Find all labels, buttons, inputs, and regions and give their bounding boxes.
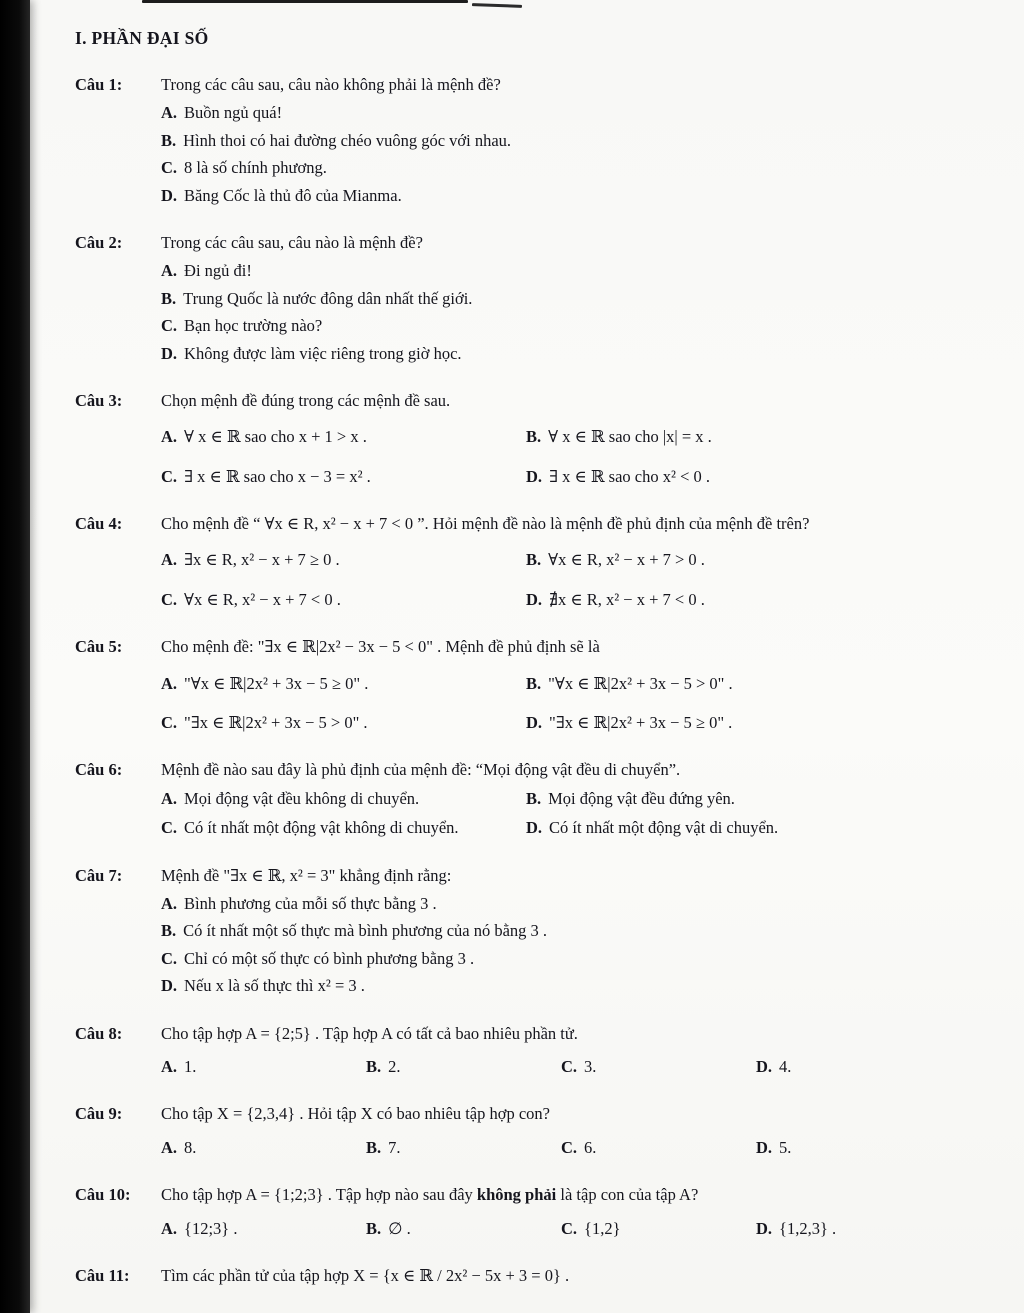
option-letter: C. [161,948,178,968]
option-b [161,286,998,312]
options [161,1054,998,1080]
option-letter: B. [161,921,177,941]
option-d [526,815,998,841]
question-text: Trong các câu sau, câu nào không phải là mệnh đề? [161,75,501,94]
option-letter: C. [161,158,178,178]
question-body [161,1021,998,1081]
section-title: I. PHẦN ĐẠI SỐ [75,28,209,48]
option-c [161,155,998,181]
question-text: Cho tập hợp A = {2;5} . Tập hợp A có tất cả bao nhiêu phần tử. [161,1023,578,1043]
question [75,230,998,367]
question-text: Trong các câu sau, câu nào là mệnh đề? [161,232,423,252]
option-letter: D. [161,343,178,363]
option-text: Nếu x là số thực thì x² = 3 . [184,976,365,996]
question-body [161,230,998,367]
option-c [161,710,526,736]
option-text: ∀ x ∈ ℝ sao cho x + 1 > x . [184,427,367,447]
option-d [526,587,998,613]
question-number: Câu 4: [75,514,123,534]
option-letter: C. [161,589,178,609]
option-text: Băng Cốc là thủ đô của Mianma. [184,185,402,205]
question-number: Câu 6: [75,760,123,780]
option-d [161,973,998,999]
option-text: 1. [184,1056,197,1076]
option-b [161,128,998,154]
question [75,757,998,841]
option-text: Đi ngủ đi! [184,261,252,281]
option-text: {1,2,3} . [779,1218,837,1238]
option-text: ∅ . [388,1218,411,1238]
question-text: Chọn mệnh đề đúng trong các mệnh đề sau. [161,390,451,410]
option-d [161,341,998,367]
question-text-bold: không phải [476,1185,557,1205]
option-text: Hình thoi có hai đường chéo vuông góc với nhau. [183,130,512,150]
question-text-part: là tập con của tập A? [556,1185,699,1205]
option-text: ∃ x ∈ ℝ sao cho x² < 0 . [549,466,710,486]
question [75,1182,998,1242]
document-content [30,0,1024,1313]
option-letter: C. [161,316,178,336]
option-letter: A. [161,427,178,447]
option-letter: D. [526,589,543,609]
option-letter: B. [526,550,542,570]
question-body [161,863,998,1000]
option-text: 8 là số chính phương. [184,158,327,178]
option-text: {1,2} [584,1218,621,1238]
option-letter: D. [526,466,543,486]
question-text: Cho mệnh đề: "∃x ∈ ℝ|2x² − 3x − 5 < 0" . Mệnh đề phủ định sẽ là [161,637,600,657]
question-text: Tìm các phần tử của tập hợp X = {x ∈ ℝ / 2x² − 5x + 3 = 0} . [161,1265,570,1285]
option-text: 3. [584,1056,597,1076]
option-text: {12;3} . [184,1218,238,1238]
option-d [526,710,998,736]
option-text: Bạn học trường nào? [184,316,323,336]
question-number: Câu 9: [75,1104,123,1124]
options [161,671,998,737]
option-text: 5. [779,1137,792,1157]
options [161,424,998,490]
questions-list [75,72,998,1289]
option-text: 8. [184,1137,197,1157]
option-letter: C. [161,713,178,733]
option-d [756,1216,998,1242]
option-b [366,1216,561,1242]
option-text: Không được làm việc riêng trong giờ học. [184,343,462,363]
option-text: "∃x ∈ ℝ|2x² + 3x − 5 > 0" . [184,713,368,733]
option-letter: D. [526,713,543,733]
option-letter: B. [366,1137,382,1157]
option-a [161,547,526,573]
option-letter: A. [161,1137,178,1157]
option-text: ∃ x ∈ ℝ sao cho x − 3 = x² . [184,466,371,486]
option-text: Trung Quốc là nước đông dân nhất thế giới. [183,288,473,308]
option-letter: D. [161,185,178,205]
question [75,1021,998,1081]
options [161,100,998,209]
option-text: Bình phương của mỗi số thực bằng 3 . [184,893,437,913]
option-letter: C. [561,1056,578,1076]
option-text: "∀x ∈ ℝ|2x² + 3x − 5 ≥ 0" . [184,673,369,693]
option-c [161,815,526,841]
option-a [161,891,998,917]
option-letter: A. [161,550,178,570]
option-letter: A. [161,673,178,693]
question [75,388,998,490]
option-letter: B. [366,1218,382,1238]
option-d [756,1054,998,1080]
option-a [161,1216,366,1242]
option-a [161,1054,366,1080]
option-letter: C. [161,818,178,838]
option-text: Có ít nhất một động vật không di chuyển. [184,818,459,838]
question-body [161,1182,998,1242]
option-text: 4. [779,1056,792,1076]
option-letter: A. [161,788,178,808]
question-number: Câu 5: [75,637,123,657]
option-letter: D. [161,976,178,996]
option-text: ∀ x ∈ ℝ sao cho |x| = x . [548,427,712,447]
question-number: Câu 11: [75,1265,130,1285]
option-text: Mọi động vật đều đứng yên. [548,788,735,808]
question-text: Mệnh đề "∃x ∈ ℝ, x² = 3" khẳng định rằng: [161,865,452,885]
option-b [526,671,998,697]
options [161,891,998,1000]
question [75,72,998,209]
option-letter: C. [561,1137,578,1157]
option-b [526,424,998,450]
option-letter: B. [526,788,542,808]
option-text: Có ít nhất một số thực mà bình phương của nó bằng 3 . [183,921,548,941]
option-a [161,100,998,126]
option-text: "∀x ∈ ℝ|2x² + 3x − 5 > 0" . [548,673,733,693]
option-text: "∃x ∈ ℝ|2x² + 3x − 5 ≥ 0" . [549,713,733,733]
option-text: ∄x ∈ R, x² − x + 7 < 0 . [549,589,705,609]
option-d [756,1135,998,1161]
option-b [366,1054,561,1080]
option-text: Chỉ có một số thực có bình phương bằng 3 . [184,948,475,968]
option-a [161,786,526,812]
option-letter: B. [526,673,542,693]
option-letter: B. [161,130,177,150]
option-letter: D. [526,818,543,838]
question-body [161,1101,998,1161]
question-body [161,757,998,841]
option-a [161,424,526,450]
option-letter: C. [561,1218,578,1238]
question-body [161,388,998,490]
option-a [161,258,998,284]
option-c [561,1135,756,1161]
option-c [161,946,998,972]
option-letter: A. [161,103,178,123]
option-c [161,313,998,339]
option-text: 2. [388,1056,401,1076]
question-body [161,634,998,736]
option-text: 6. [584,1137,597,1157]
question-text: Cho mệnh đề “ ∀x ∈ R, x² − x + 7 < 0 ”. Hỏi mệnh đề nào là mệnh đề phủ định của mệnh đề trên? [161,514,810,534]
option-d [161,183,998,209]
option-letter: D. [756,1137,773,1157]
option-letter: A. [161,1056,178,1076]
question-number: Câu 7: [75,865,123,885]
option-b [526,786,998,812]
option-letter: C. [161,466,178,486]
question-number: Câu 8: [75,1023,123,1043]
question-number: Câu 1: [75,75,123,94]
question [75,1263,998,1289]
option-letter: B. [366,1056,382,1076]
option-a [161,1135,366,1161]
option-text: ∀x ∈ R, x² − x + 7 < 0 . [184,589,341,609]
option-c [161,587,526,613]
option-letter: D. [756,1218,773,1238]
option-c [561,1054,756,1080]
option-b [526,547,998,573]
options [161,1216,998,1242]
option-b [366,1135,561,1161]
option-letter: A. [161,261,178,281]
option-text: ∃x ∈ R, x² − x + 7 ≥ 0 . [184,550,340,570]
option-letter: B. [526,427,542,447]
question-text: Mệnh đề nào sau đây là phủ định của mệnh đề: “Mọi động vật đều di chuyển”. [161,760,681,780]
options [161,258,998,367]
option-text: Buồn ngủ quá! [184,103,283,123]
page-left-edge [0,0,30,1313]
option-b [161,918,998,944]
question-number: Câu 2: [75,232,123,252]
option-text: 7. [388,1137,401,1157]
option-letter: A. [161,1218,178,1238]
option-letter: A. [161,893,178,913]
question [75,863,998,1000]
options [161,786,998,842]
options [161,1135,998,1161]
option-a [161,671,526,697]
option-c [161,464,526,490]
question [75,634,998,736]
option-letter: D. [756,1056,773,1076]
option-text: ∀x ∈ R, x² − x + 7 > 0 . [548,550,705,570]
question [75,1101,998,1161]
question-number: Câu 10: [75,1185,131,1205]
question-body [161,1263,998,1289]
question-text [161,1182,998,1208]
option-letter: B. [161,288,177,308]
option-c [561,1216,756,1242]
question-text: Cho tập X = {2,3,4} . Hỏi tập X có bao nhiêu tập hợp con? [161,1104,551,1124]
question-body [161,511,998,613]
option-d [526,464,998,490]
options [161,547,998,613]
option-text: Mọi động vật đều không di chuyển. [184,788,420,808]
question-number: Câu 3: [75,390,123,410]
option-text: Có ít nhất một động vật di chuyển. [549,818,779,838]
question-text-part: Cho tập hợp A = {1;2;3} . Tập hợp nào sau đây [161,1185,477,1205]
question-body [161,72,998,209]
question [75,511,998,613]
